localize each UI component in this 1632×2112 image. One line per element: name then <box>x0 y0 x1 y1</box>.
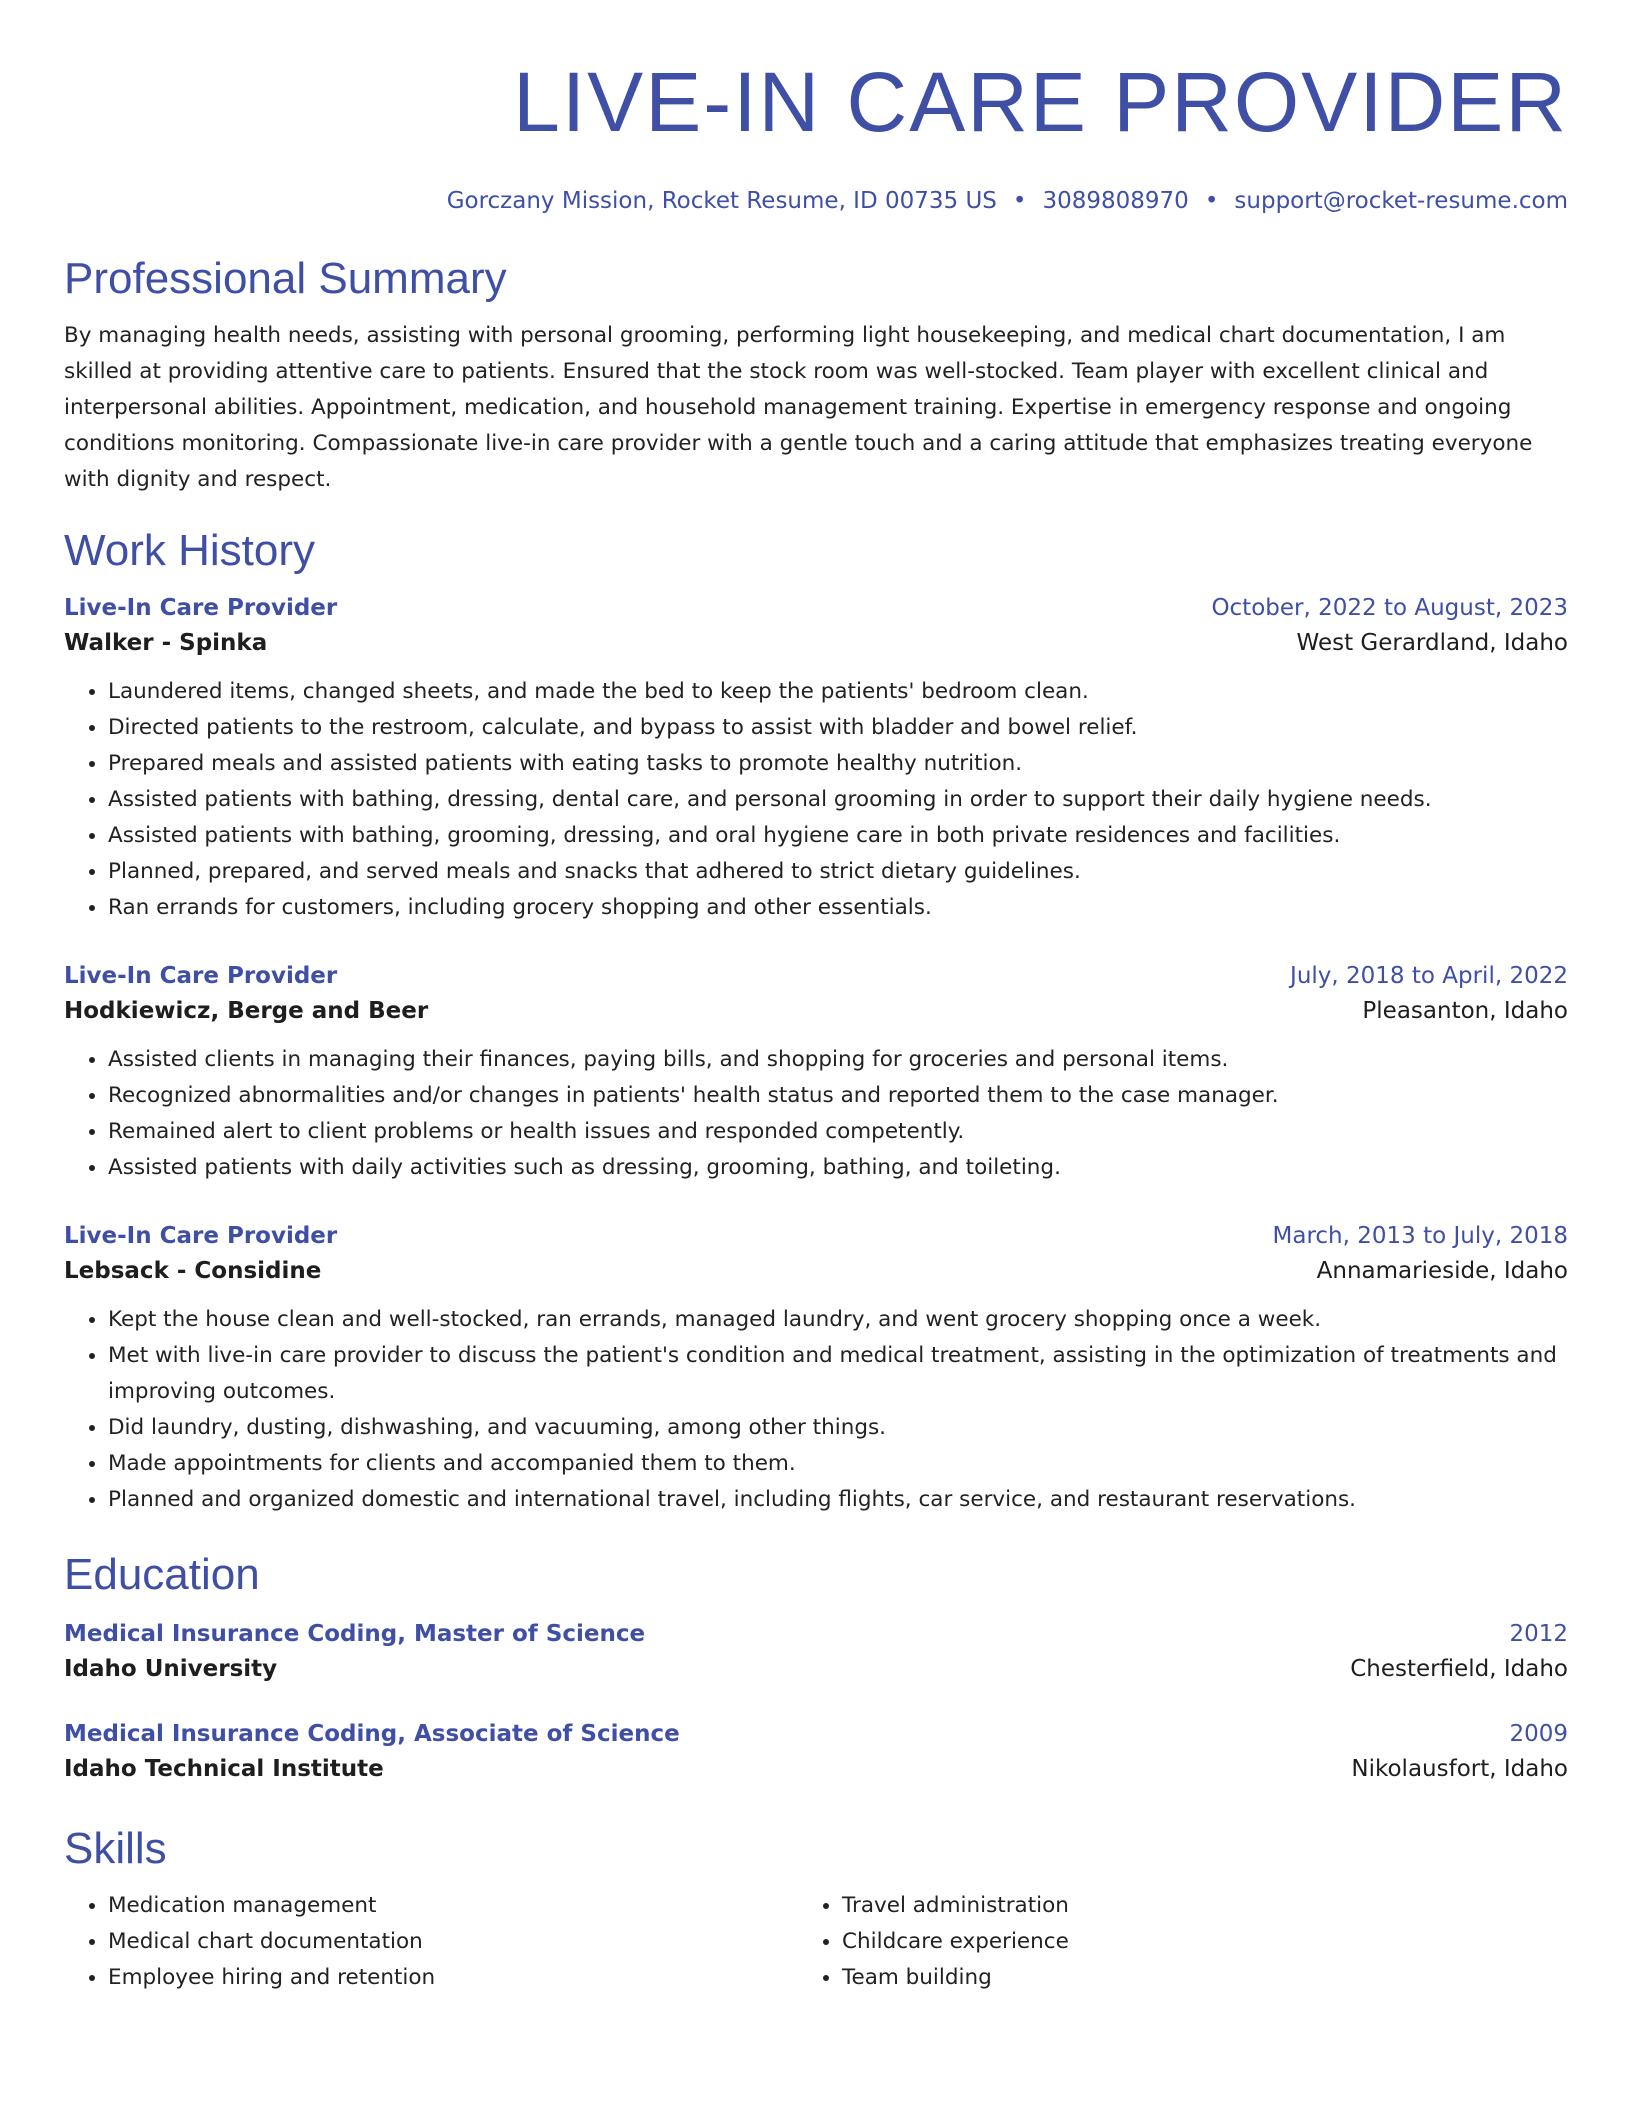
education-entry <box>64 1618 1568 1688</box>
section-title-summary: Professional Summary <box>64 254 507 303</box>
address: Gorczany Mission, Rocket Resume, ID 00735 US <box>446 188 997 214</box>
skill-item: • Childcare experience <box>842 1924 1532 1960</box>
list-item: • Remained alert to client problems or health issues and responded competently. <box>108 1114 1568 1150</box>
phone: 3089808970 <box>1042 188 1189 214</box>
school-location: Chesterfield, Idaho <box>1350 1656 1568 1682</box>
skills-list <box>64 1888 1568 1996</box>
job-entry <box>64 1220 1568 1518</box>
job-title: Live-In Care Provider <box>64 1223 338 1249</box>
job-title: Live-In Care Provider <box>64 963 338 989</box>
section-title-skills: Skills <box>64 1824 167 1873</box>
school-name: Idaho University <box>64 1656 278 1682</box>
list-item: • Planned, prepared, and served meals and snacks that adhered to strict dietary guidelines. <box>108 854 1568 890</box>
section-title-education: Education <box>64 1550 260 1599</box>
summary-text: By managing health needs, assisting with personal grooming, performing light housekeeping, and medical chart documentation, I am skilled at providing attentive care to patients. Ensured that the stock room was well-stocked. Team player with excellent clinical and interpersonal abilities. Appointment, medication, and household management training. Expertise in emergency response and ongoing conditions monitoring. Compassionate live-in care provider with a gentle touch and a caring attitude that emphasizes treating everyone with dignity and respect. <box>64 323 1533 492</box>
company-name: Hodkiewicz, Berge and Beer <box>64 998 429 1024</box>
list-item: • Prepared meals and assisted patients with eating tasks to promote healthy nutrition. <box>108 746 1568 782</box>
list-item: • Assisted clients in managing their finances, paying bills, and shopping for groceries and personal items. <box>108 1042 1568 1078</box>
list-item: • Ran errands for customers, including grocery shopping and other essentials. <box>108 890 1568 926</box>
graduation-year: 2009 <box>1509 1721 1568 1747</box>
job-entry <box>64 960 1568 1186</box>
job-title: Live-In Care Provider <box>64 595 338 621</box>
list-item: • Met with live-in care provider to discuss the patient's condition and medical treatment, assisting in the optimization of treatments and improving outcomes. <box>108 1338 1568 1410</box>
skill-item: • Medical chart documentation <box>108 1924 798 1960</box>
contact-line <box>64 186 1568 216</box>
skill-item: • Travel administration <box>842 1888 1532 1924</box>
school-name: Idaho Technical Institute <box>64 1756 384 1782</box>
job-bullets <box>64 674 1568 926</box>
list-item: • Kept the house clean and well-stocked, ran errands, managed laundry, and went grocery shopping once a week. <box>108 1302 1568 1338</box>
list-item: • Did laundry, dusting, dishwashing, and vacuuming, among other things. <box>108 1410 1568 1446</box>
skill-item: • Employee hiring and retention <box>108 1960 798 1996</box>
job-dates: March, 2013 to July, 2018 <box>1272 1223 1568 1249</box>
section-title-work-history: Work History <box>64 526 315 575</box>
separator: • <box>1012 188 1027 214</box>
company-name: Lebsack - Considine <box>64 1258 322 1284</box>
separator: • <box>1204 188 1219 214</box>
job-bullets <box>64 1042 1568 1186</box>
list-item: • Directed patients to the restroom, calculate, and bypass to assist with bladder and bowel relief. <box>108 710 1568 746</box>
skill-item: • Team building <box>842 1960 1532 1996</box>
skills-column-left <box>64 1888 798 1996</box>
job-dates: July, 2018 to April, 2022 <box>1290 963 1568 989</box>
job-location: West Gerardland, Idaho <box>1296 630 1568 656</box>
job-dates: October, 2022 to August, 2023 <box>1211 595 1568 621</box>
list-item: • Assisted patients with bathing, dressing, dental care, and personal grooming in order to support their daily hygiene needs. <box>108 782 1568 818</box>
school-location: Nikolausfort, Idaho <box>1351 1756 1568 1782</box>
list-item: • Planned and organized domestic and international travel, including flights, car service, and restaurant reservations. <box>108 1482 1568 1518</box>
resume-header <box>64 52 1568 216</box>
graduation-year: 2012 <box>1509 1621 1568 1647</box>
list-item: • Made appointments for clients and accompanied them to them. <box>108 1446 1568 1482</box>
degree: Medical Insurance Coding, Associate of Science <box>64 1721 680 1747</box>
job-bullets <box>64 1302 1568 1518</box>
job-location: Annamarieside, Idaho <box>1316 1258 1568 1284</box>
list-item: • Assisted patients with daily activities such as dressing, grooming, bathing, and toileting. <box>108 1150 1568 1186</box>
list-item: • Recognized abnormalities and/or changes in patients' health status and reported them to the case manager. <box>108 1078 1568 1114</box>
skill-item: • Medication management <box>108 1888 798 1924</box>
list-item: • Laundered items, changed sheets, and made the bed to keep the patients' bedroom clean. <box>108 674 1568 710</box>
job-location: Pleasanton, Idaho <box>1362 998 1568 1024</box>
degree: Medical Insurance Coding, Master of Science <box>64 1621 646 1647</box>
skills-column-right <box>798 1888 1532 1996</box>
education-entry <box>64 1718 1568 1788</box>
list-item: • Assisted patients with bathing, grooming, dressing, and oral hygiene care in both private residences and facilities. <box>108 818 1568 854</box>
company-name: Walker - Spinka <box>64 630 268 656</box>
job-entry <box>64 592 1568 926</box>
email-link[interactable]: support@rocket-resume.com <box>1234 188 1568 214</box>
candidate-title: LIVE-IN CARE PROVIDER <box>513 55 1568 149</box>
